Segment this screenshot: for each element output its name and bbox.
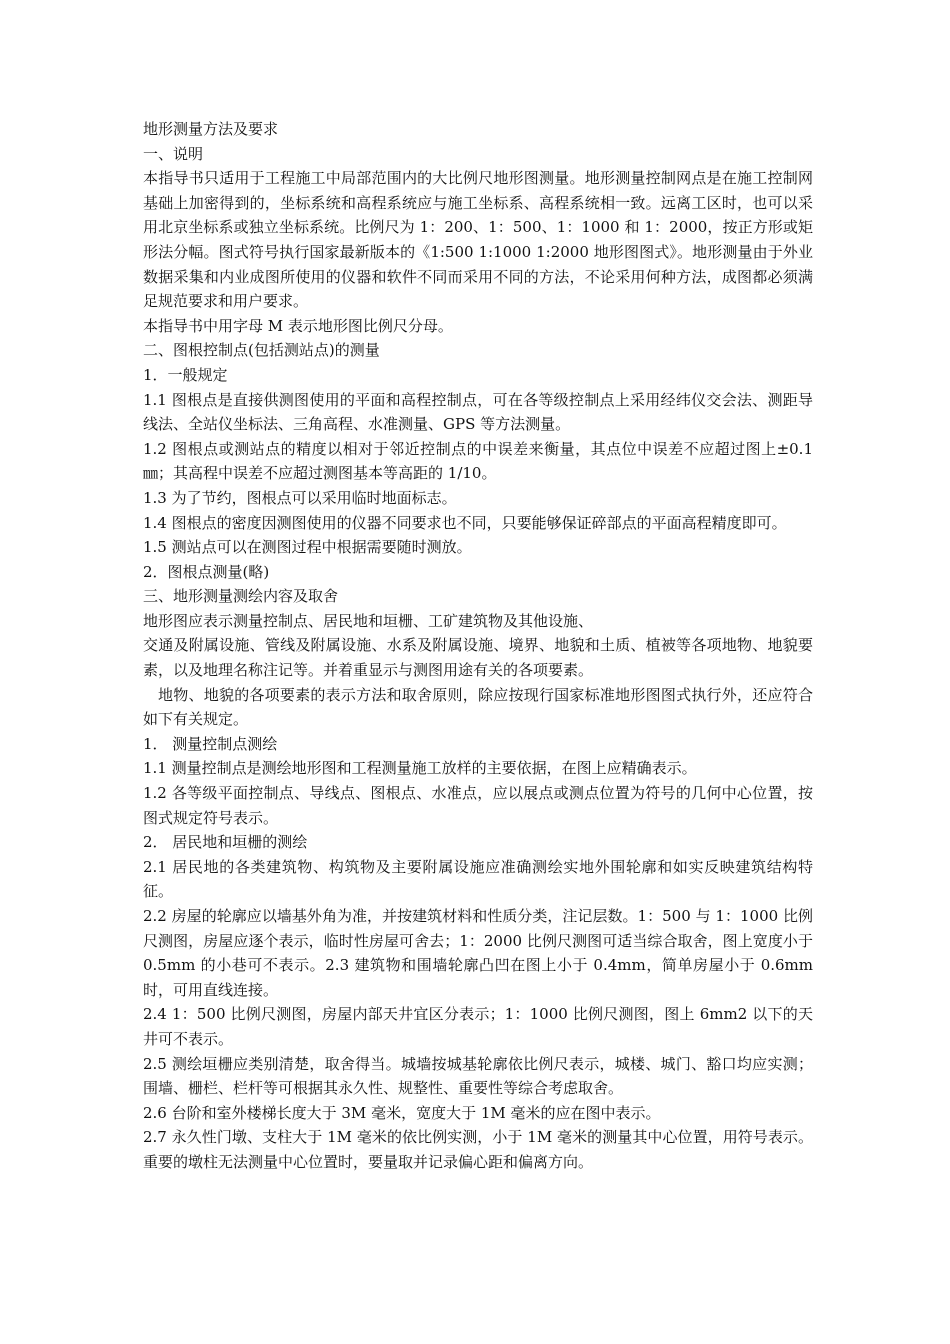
paragraph: 本指导书只适用于工程施工中局部范围内的大比例尺地形图测量。地形测量控制网点是在施工控制网基础上加密得到的，坐标系统和高程系统应与施工坐标系、高程系统相一致。远离工区时，也可以采用北京坐标系或独立坐标系统。比例尺为 1：200、1：500、1：1000 和 1：2000，按正方形或矩形法分幅。图式符号执行国家最新版本的《1:500 1:1000 1:2000 地形图图式》。地形测量由于外业数据采集和内业成图所使用的仪器和软件不同而采用不同的方法，不论采用何种方法，成图都必须满足规范要求和用户要求。 <box>143 169 813 311</box>
document-body <box>143 117 813 1175</box>
paragraph: 地物、地貌的各项要素的表示方法和取舍原则，除应按现行国家标准地形图图式执行外，还应符合如下有关规定。 <box>143 685 813 729</box>
paragraph: 1.2 图根点或测站点的精度以相对于邻近控制点的中误差来衡量，其点位中误差不应超过图上±0.1㎜；其高程中误差不应超过测图基本等高距的 1/10。 <box>143 439 813 483</box>
paragraph: 1.1 图根点是直接供测图使用的平面和高程控制点，可在各等级控制点上采用经纬仪交会法、测距导线法、全站仪坐标法、三角高程、水准测量、GPS 等方法测量。 <box>143 390 813 434</box>
section-heading: 二、图根控制点(包括测站点)的测量 <box>143 341 380 360</box>
paragraph: 2.1 居民地的各类建筑物、构筑物及主要附属设施应准确测绘实地外围轮廓和如实反映建筑结构特征。 <box>143 857 813 901</box>
subsection-heading: 1．一般规定 <box>143 365 228 384</box>
paragraph: 1.5 测站点可以在测图过程中根据需要随时测放。 <box>143 538 472 557</box>
paragraph: 本指导书中用字母 M 表示地形图比例尺分母。 <box>143 316 453 335</box>
document-title: 地形测量方法及要求 <box>143 120 279 138</box>
section-heading: 一、说明 <box>143 144 204 163</box>
paragraph: 2.2 房屋的轮廓应以墙基外角为准，并按建筑材料和性质分类，注记层数。1：500 与 1：1000 比例尺测图，房屋应逐个表示，临时性房屋可舍去；1：2000 比例尺测图可适当综合取舍，图上宽度小于 0.5mm 的小巷可不表示。2.3 建筑物和围墙轮廓凸凹在图上小于 0.4mm，简单房屋小于 0.6mm 时，可用直线连接。 <box>143 907 813 999</box>
paragraph: 2.7 永久性门墩、支柱大于 1M 毫米的依比例实测，小于 1M 毫米的测量其中心位置，用符号表示。重要的墩柱无法测量中心位置时，要量取并记录偏心距和偏离方向。 <box>143 1128 813 1171</box>
paragraph: 2.6 台阶和室外楼梯长度大于 3M 毫米，宽度大于 1M 毫米的应在图中表示。 <box>143 1103 661 1122</box>
paragraph: 1.2 各等级平面控制点、导线点、图根点、水准点，应以展点或测点位置为符号的几何中心位置，按图式规定符号表示。 <box>143 784 813 827</box>
subsection-heading: 2． 居民地和垣栅的测绘 <box>143 833 308 852</box>
paragraph: 1.4 图根点的密度因测图使用的仪器不同要求也不同，只要能够保证碎部点的平面高程精度即可。 <box>143 513 787 532</box>
paragraph: 2.4 1：500 比例尺测图，房屋内部天井宜区分表示；1：1000 比例尺测图，图上 6mm2 以下的天井可不表示。 <box>143 1005 813 1048</box>
section-heading: 三、地形测量测绘内容及取舍 <box>143 587 339 606</box>
subsection-heading: 2．图根点测量(略) <box>143 562 270 581</box>
paragraph: 交通及附属设施、管线及附属设施、水系及附属设施、境界、地貌和土质、植被等各项地物、地貌要素，以及地理名称注记等。并着重显示与测图用途有关的各项要素。 <box>143 636 813 680</box>
paragraph: 2.5 测绘垣栅应类别清楚，取舍得当。城墙按城基轮廓依比例尺表示，城楼、城门、豁口均应实测；围墙、栅栏、栏杆等可根据其永久性、规整性、重要性等综合考虑取舍。 <box>143 1054 813 1098</box>
paragraph: 1.3 为了节约，图根点可以采用临时地面标志。 <box>143 488 457 507</box>
paragraph: 地形图应表示测量控制点、居民地和垣栅、工矿建筑物及其他设施、 <box>143 611 594 630</box>
subsection-heading: 1． 测量控制点测绘 <box>143 734 278 753</box>
paragraph: 1.1 测量控制点是测绘地形图和工程测量施工放样的主要依据，在图上应精确表示。 <box>143 759 697 778</box>
